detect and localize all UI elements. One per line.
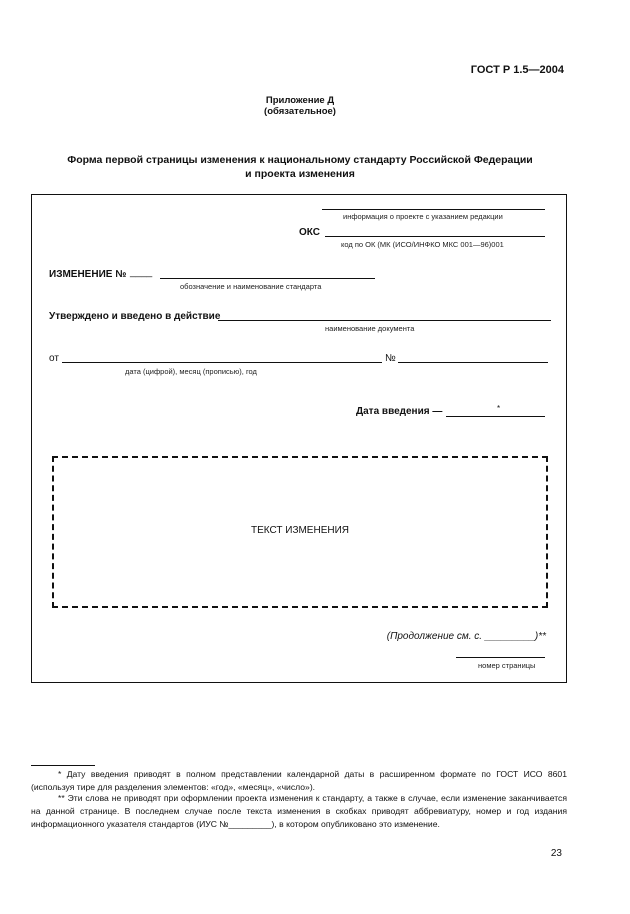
intro-date-label: Дата введения —: [356, 406, 443, 417]
from-label: от: [49, 353, 59, 364]
appendix-note: (обязательное): [264, 106, 336, 117]
standard-code: ГОСТ Р 1.5—2004: [470, 64, 564, 76]
continuation-note: (Продолжение см. с. _________)**: [386, 631, 546, 642]
page-number: 23: [550, 848, 562, 859]
footnote-2: ** Эти слова не приводят при оформлении проекта изменения к стандарту, а также в случае, если изменение заканчивается на данной странице. В последнем случае после текста изменения в скобках приводят аббревиатуру, номер и год издания информационного указателя стандартов (ИУС №_________), в котором опубликовано это изменение.: [31, 793, 567, 829]
page-number-line: [456, 657, 545, 658]
project-info-line: [322, 209, 545, 210]
footnote-separator: [31, 765, 95, 766]
number-label: №: [385, 353, 396, 364]
approved-label: Утверждено и введено в действие: [49, 311, 221, 322]
footnote-1: * Дату введения приводят в полном представлении календарной даты в расширенном формате по ГОСТ ИСО 8601 (используя тире для разделения элементов: «год», «месяц», «число»).: [31, 769, 567, 792]
oks-line: [325, 236, 545, 237]
standard-caption: обозначение и наименование стандарта: [180, 282, 322, 291]
form-title-line1: Форма первой страницы изменения к национальному стандарту Российской Федерации: [67, 154, 533, 166]
date-line: [62, 362, 382, 363]
change-label: ИЗМЕНЕНИЕ №: [49, 269, 127, 280]
standard-line: [160, 278, 375, 279]
oks-label: ОКС: [299, 227, 320, 238]
intro-date-mark: *: [497, 404, 501, 413]
form-frame: [31, 194, 567, 683]
document-line: [218, 320, 551, 321]
number-line: [398, 362, 548, 363]
appendix-title: Приложение Д: [265, 95, 335, 106]
date-caption: дата (цифрой), месяц (прописью), год: [125, 367, 257, 376]
intro-date-line: [446, 416, 545, 417]
document-caption: наименование документа: [325, 324, 415, 333]
project-info-caption: информация о проекте с указанием редакции: [343, 212, 503, 221]
page-number-caption: номер страницы: [478, 661, 536, 670]
change-text: ТЕКСТ ИЗМЕНЕНИЯ: [250, 525, 350, 536]
change-number-blank: ____: [130, 267, 153, 278]
oks-caption: код по ОК (МК (ИСО/ИНФКО МКС 001—96)001: [341, 240, 504, 249]
form-title-line2: и проекта изменения: [245, 168, 355, 180]
